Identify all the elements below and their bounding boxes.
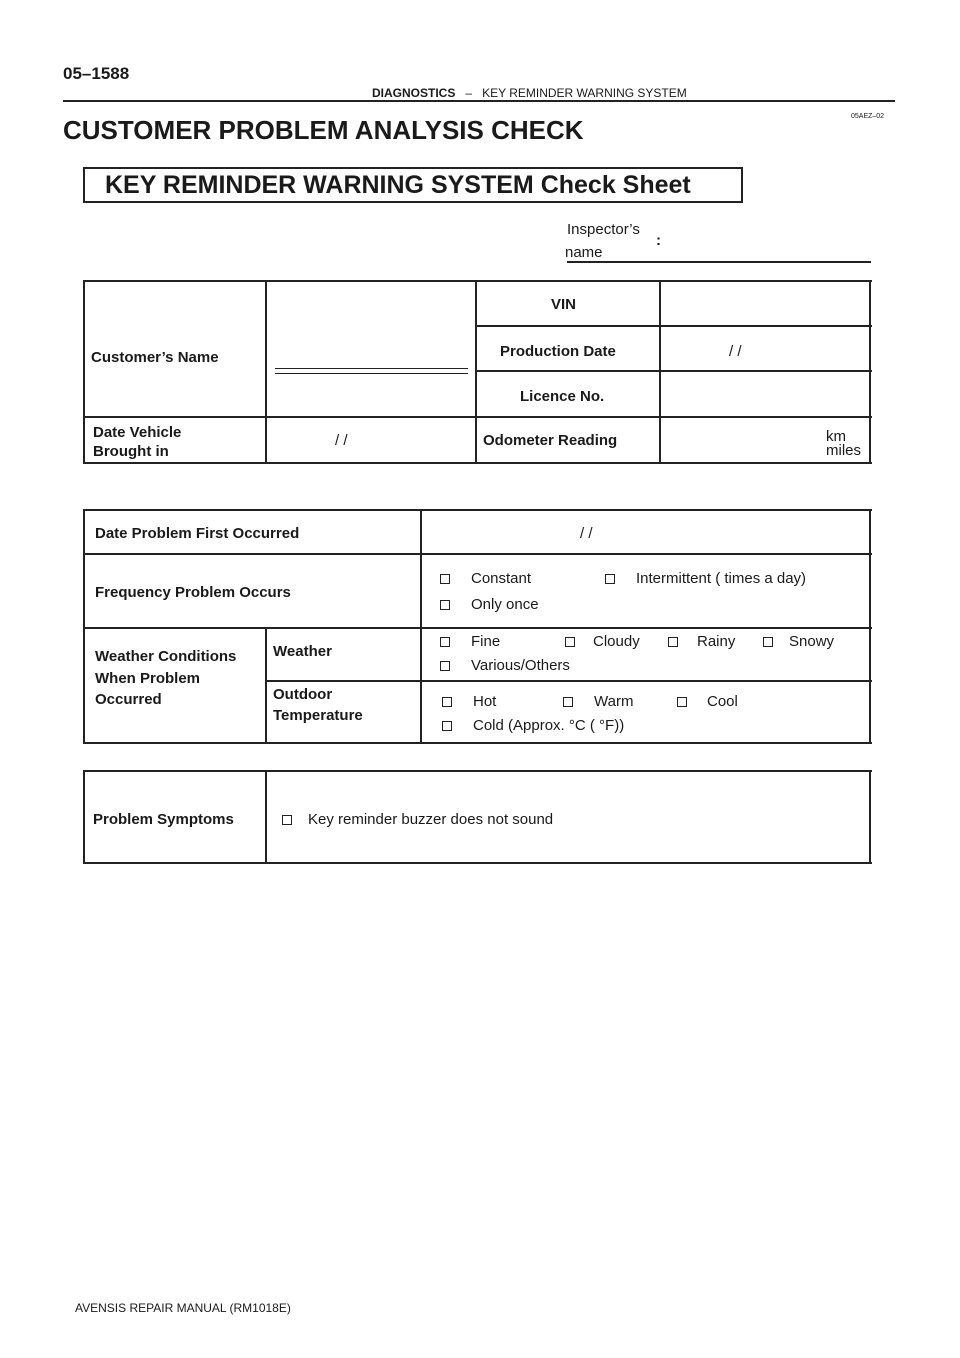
header-section: DIAGNOSTICS	[372, 86, 456, 100]
checkbox-only-once[interactable]	[440, 600, 450, 610]
option-cool: Cool	[707, 693, 738, 710]
checkbox-snowy[interactable]	[763, 637, 773, 647]
option-cold: Cold (Approx. °C ( °F))	[473, 717, 625, 734]
header-separator: –	[465, 86, 473, 100]
option-warm: Warm	[594, 693, 634, 710]
reference-code: 05AEZ–02	[851, 113, 885, 120]
inspector-label-line1: Inspector’s	[567, 221, 640, 238]
option-constant: Constant	[471, 570, 532, 587]
odometer-label: Odometer Reading	[483, 432, 618, 449]
option-hot: Hot	[473, 693, 497, 710]
inspector-label-line2: name	[565, 244, 603, 261]
footer-text: AVENSIS REPAIR MANUAL (RM1018E)	[75, 1301, 291, 1315]
checkbox-cold[interactable]	[442, 721, 452, 731]
option-only-once: Only once	[471, 596, 539, 613]
checkbox-cool[interactable]	[677, 697, 687, 707]
option-fine: Fine	[471, 633, 501, 650]
customers-name-label: Customer’s Name	[91, 349, 219, 366]
outdoor-label-line2: Temperature	[273, 707, 363, 724]
checkbox-constant[interactable]	[440, 574, 450, 584]
page-number: 05–1588	[63, 64, 130, 83]
inspector-colon: :	[656, 232, 661, 249]
checkbox-various[interactable]	[440, 661, 450, 671]
frequency-label: Frequency Problem Occurs	[95, 584, 291, 601]
weather-conditions-label-line1: Weather Conditions	[95, 648, 237, 665]
checkbox-intermittent[interactable]	[605, 574, 615, 584]
option-snowy: Snowy	[789, 633, 835, 650]
option-intermittent: Intermittent ( times a day)	[636, 570, 807, 587]
checkbox-fine[interactable]	[440, 637, 450, 647]
checkbox-buzzer[interactable]	[282, 815, 292, 825]
header-divider	[63, 100, 895, 102]
odometer-miles: miles	[826, 442, 862, 459]
date-vehicle-label-line2: Brought in	[93, 443, 169, 460]
weather-label: Weather	[273, 643, 332, 660]
weather-conditions-label-line2: When Problem	[95, 670, 201, 687]
option-various: Various/Others	[471, 657, 570, 674]
problem-symptoms-label: Problem Symptoms	[93, 811, 234, 828]
date-vehicle-label-line1: Date Vehicle	[93, 424, 182, 441]
header-subsection: KEY REMINDER WARNING SYSTEM	[482, 86, 687, 100]
production-date-value[interactable]: / /	[729, 343, 742, 360]
checkbox-rainy[interactable]	[668, 637, 678, 647]
date-first-value[interactable]: / /	[580, 525, 593, 542]
checkbox-hot[interactable]	[442, 697, 452, 707]
outdoor-label-line1: Outdoor	[273, 686, 333, 703]
vin-label: VIN	[551, 296, 577, 313]
checkbox-warm[interactable]	[563, 697, 573, 707]
option-cloudy: Cloudy	[593, 633, 640, 650]
page-title: CUSTOMER PROBLEM ANALYSIS CHECK	[63, 115, 584, 145]
weather-conditions-label-line3: Occurred	[95, 691, 162, 708]
sheet-title: KEY REMINDER WARNING SYSTEM Check Sheet	[105, 171, 691, 199]
checkbox-cloudy[interactable]	[565, 637, 575, 647]
inspector-name-field[interactable]	[567, 261, 871, 263]
symptom-buzzer: Key reminder buzzer does not sound	[308, 811, 554, 828]
option-rainy: Rainy	[697, 633, 736, 650]
date-vehicle-value[interactable]: / /	[335, 432, 348, 449]
licence-no-label: Licence No.	[520, 388, 605, 405]
production-date-label: Production Date	[500, 343, 616, 360]
running-header	[372, 86, 687, 100]
date-first-label: Date Problem First Occurred	[95, 525, 300, 542]
odometer-km: km	[826, 428, 846, 445]
